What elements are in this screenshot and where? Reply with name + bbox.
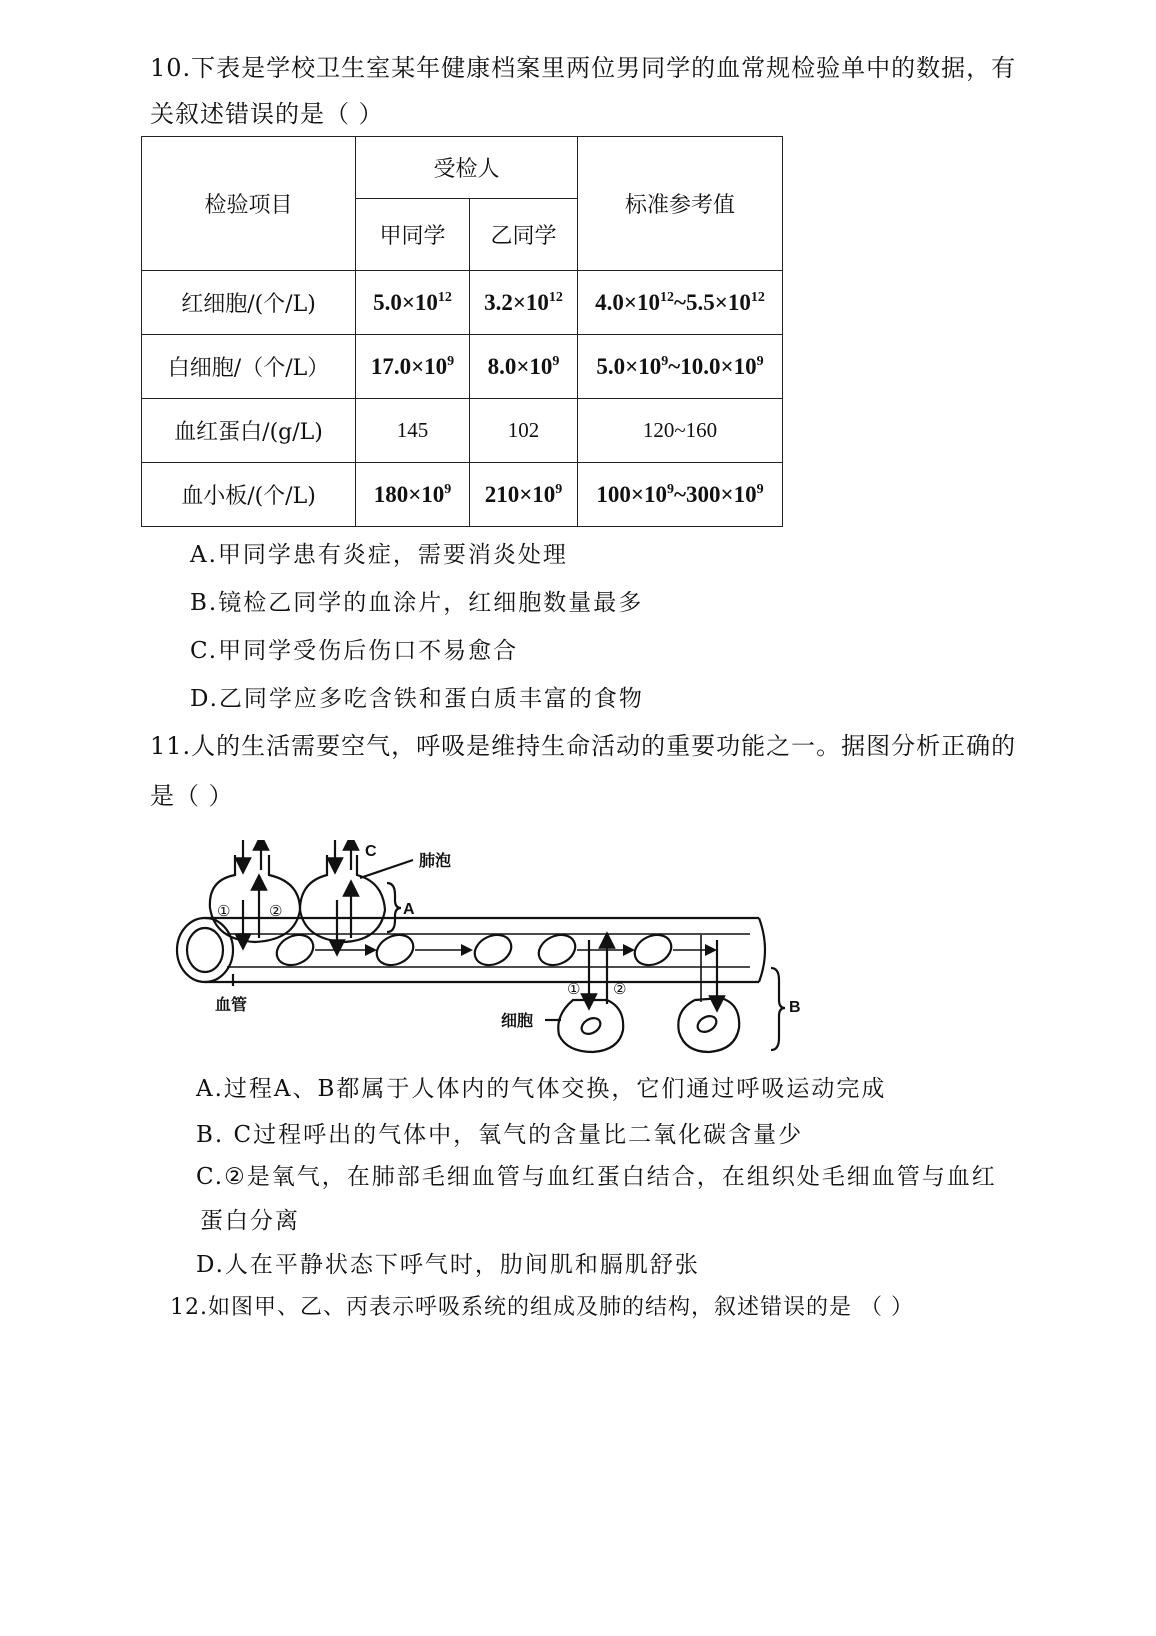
q10-stem-line2: 关叙述错误的是（ ） bbox=[150, 100, 384, 128]
table-row bbox=[142, 335, 783, 399]
marker-2: ② bbox=[269, 903, 283, 920]
q10-stem-line1: 10.下表是学校卫生室某年健康档案里两位男同学的血常规检验单中的数据，有 bbox=[150, 54, 1017, 82]
red-blood-cell bbox=[372, 929, 418, 970]
vessel-right-end bbox=[759, 918, 765, 982]
label-b: B bbox=[789, 999, 801, 1016]
cell-nucleus bbox=[579, 1015, 603, 1037]
label-alveolus: 肺泡 bbox=[419, 853, 452, 870]
red-blood-cell bbox=[272, 929, 318, 970]
header-jia: 甲同学 bbox=[356, 199, 470, 271]
row-label: 白细胞/（个/L） bbox=[142, 335, 356, 399]
alveolus-left bbox=[210, 855, 300, 942]
cell-yi: $210\times 10^9$ bbox=[470, 463, 578, 527]
red-blood-cell bbox=[630, 929, 676, 970]
header-reference: 标准参考值 bbox=[578, 137, 783, 271]
header-item: 检验项目 bbox=[142, 137, 356, 271]
cell-jia: $17.0\times 10^9$ bbox=[356, 335, 470, 399]
row-label: 血红蛋白/(g/L) bbox=[142, 399, 356, 463]
table-row bbox=[142, 463, 783, 527]
tissue-cell-left bbox=[558, 1000, 623, 1052]
q11-option-b[interactable]: B. C过程呼出的气体中，氧气的含量比二氧化碳含量少 bbox=[196, 1122, 804, 1148]
alveolus-right bbox=[300, 855, 385, 942]
table-row bbox=[142, 271, 783, 335]
q12-stem: 12.如图甲、乙、丙表示呼吸系统的组成及肺的结构，叙述错误的是 （ ） bbox=[170, 1295, 914, 1320]
red-blood-cell bbox=[534, 929, 580, 970]
q10-option-b[interactable]: B.镜检乙同学的血涂片，红细胞数量最多 bbox=[190, 590, 644, 616]
cell-reference: $4.0\times 10^{12}\sim 5.5\times 10^{12}$ bbox=[578, 271, 783, 335]
q11-stem-line2: 是（ ） bbox=[150, 782, 234, 810]
cell-jia: $180\times 10^9$ bbox=[356, 463, 470, 527]
cell-reference: 120~160 bbox=[578, 399, 783, 463]
label-cell: 细胞 bbox=[501, 1013, 534, 1030]
tissue-cell-right bbox=[678, 998, 739, 1052]
label-a: A bbox=[403, 901, 415, 918]
vessel-end-inner bbox=[187, 928, 223, 972]
q10-option-d[interactable]: D.乙同学应多吃含铁和蛋白质丰富的食物 bbox=[190, 686, 644, 712]
q11-option-c-cont: 蛋白分离 bbox=[200, 1208, 300, 1234]
marker-1: ① bbox=[217, 903, 231, 920]
q10-option-a[interactable]: A.甲同学患有炎症，需要消炎处理 bbox=[190, 542, 568, 568]
cell-jia: 145 bbox=[356, 399, 470, 463]
red-blood-cell bbox=[470, 929, 516, 970]
header-subject: 受检人 bbox=[356, 137, 578, 199]
q11-option-d[interactable]: D.人在平静状态下呼气时，肋间肌和膈肌舒张 bbox=[196, 1252, 700, 1278]
row-label: 血小板/(个/L) bbox=[142, 463, 356, 527]
marker-2: ② bbox=[613, 981, 627, 998]
table-row bbox=[142, 399, 783, 463]
header-yi: 乙同学 bbox=[470, 199, 578, 271]
blood-test-table bbox=[141, 136, 783, 527]
q10-option-c[interactable]: C.甲同学受伤后伤口不易愈合 bbox=[190, 638, 519, 664]
gas-exchange-diagram bbox=[175, 840, 825, 1065]
label-vessel: 血管 bbox=[215, 997, 248, 1014]
brace-a bbox=[387, 883, 401, 932]
alveolus-pointer-line bbox=[360, 860, 413, 878]
q11-option-c[interactable]: C.②是氧气，在肺部毛细血管与血红蛋白结合，在组织处毛细血管与血红 bbox=[196, 1164, 997, 1190]
q11-option-a[interactable]: A.过程A、B都属于人体内的气体交换，它们通过呼吸运动完成 bbox=[196, 1076, 887, 1102]
marker-1: ① bbox=[567, 981, 581, 998]
cell-yi: $8.0\times 10^9$ bbox=[470, 335, 578, 399]
cell-reference: $100\times 10^9\sim 300\times 10^9$ bbox=[578, 463, 783, 527]
q11-stem-line1: 11.人的生活需要空气，呼吸是维持生命活动的重要功能之一。据图分析正确的 bbox=[150, 732, 1017, 760]
cell-yi: 102 bbox=[470, 399, 578, 463]
cell-nucleus bbox=[695, 1013, 719, 1035]
cell-jia: $5.0\times 10^{12}$ bbox=[356, 271, 470, 335]
cell-reference: $5.0\times 10^9\sim 10.0\times 10^9$ bbox=[578, 335, 783, 399]
label-c: C bbox=[365, 843, 377, 860]
row-label: 红细胞/(个/L) bbox=[142, 271, 356, 335]
cell-yi: $3.2\times 10^{12}$ bbox=[470, 271, 578, 335]
brace-b bbox=[771, 968, 785, 1050]
